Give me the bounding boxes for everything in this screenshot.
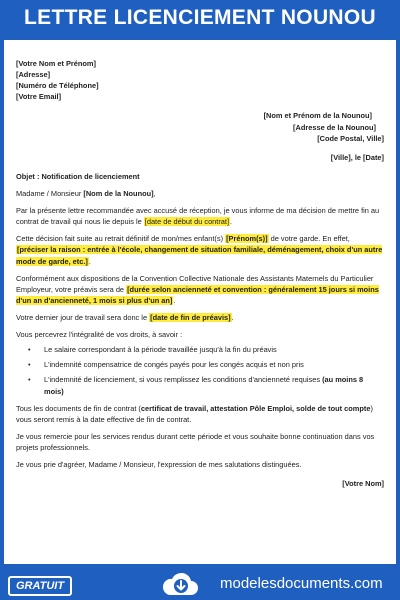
rights-list <box>16 344 384 396</box>
banner-title: LETTRE LICENCIEMENT NOUNOU <box>0 0 400 36</box>
list-item: • L'indemnité de licenciement, si vous remplissez les conditions d'ancienneté requises (au moins 8 mois) <box>44 374 384 396</box>
paragraph-5: Vous percevrez l'intégralité de vos droits, à savoir : <box>16 330 183 340</box>
paragraph-6: Tous les documents de fin de contrat (certificat de travail, attestation Pôle Emploi, solde de tout compte) vous seront remis à la date effective de fin de contrat. <box>16 403 373 424</box>
download-cloud-icon[interactable] <box>160 571 200 597</box>
recipient-city: [Code Postal, Ville] <box>317 133 384 143</box>
site-link[interactable]: modelesdocuments.com <box>220 575 383 592</box>
recipient-address: [Adresse de la Nounou] <box>293 122 376 132</box>
sender-email: [Votre Email] <box>16 92 62 102</box>
list-item: • Le salaire correspondant à la période travaillée jusqu'à la fin du préavis <box>44 344 384 355</box>
paragraph-3: Conformément aux dispositions de la Convention Collective Nationale des Assistants Maternels du Particulier Employeur, votre préavis sera de [durée selon ancienneté et convention : généralement 15 jours si moins d'un an d'ancienneté, 1 mois si plus d'un an]. <box>16 273 379 305</box>
sender-name: [Votre Nom et Prénom] <box>16 59 96 68</box>
paragraph-8: Je vous prie d'agréer, Madame / Monsieur, l'expression de mes salutations distinguées. <box>16 460 302 470</box>
highlight-notice-duration: [durée selon ancienneté et convention : généralement 15 jours si moins d'un an d'ancienneté, 1 mois si plus d'un an] <box>16 284 379 305</box>
paragraph-4: Votre dernier jour de travail sera donc le [date de fin de préavis]. <box>16 312 234 322</box>
sender-address: [Adresse] <box>16 70 51 80</box>
list-item: • L'indemnité compensatrice de congés payés pour les congés acquis et non pris <box>44 359 384 370</box>
paragraph-2: Cette décision fait suite au retrait définitif de mon/mes enfant(s) [Prénom(s)] de votre garde. En effet, [préciser la raison : entrée à l'école, changement de situation familiale, déménagement, choix d'un autre mode de garde, etc.]. <box>16 234 383 266</box>
signature: [Votre Nom] <box>342 479 384 489</box>
recipient-block <box>16 110 384 143</box>
highlight-end-date: [date de fin de préavis] <box>150 312 231 322</box>
paragraph-7: Je vous remercie pour les services rendus durant cette période et vous souhaite bonne continuation dans vos projets professionnels. <box>16 431 375 452</box>
subject-line: Objet : Notification de licenciement <box>16 171 140 181</box>
highlight-start-date: [date de début du contrat] <box>144 217 230 227</box>
sender-phone: [Numéro de Téléphone] <box>16 81 99 91</box>
greeting: Madame / Monsieur [Nom de la Nounou], <box>16 188 156 198</box>
free-badge: GRATUIT <box>8 576 72 596</box>
highlight-child-names: [Prénom(s)] <box>226 234 268 244</box>
paragraph-1: Par la présente lettre recommandée avec accusé de réception, je vous informe de ma décision de mettre fin au contrat de travail qui nous lie depuis le [date de début du contrat]. <box>16 206 380 227</box>
footer-bar <box>0 568 400 600</box>
date-line: [Ville], le [Date] <box>330 152 384 162</box>
sender-block <box>16 58 384 102</box>
highlight-reason: [préciser la raison : entrée à l'école, changement de situation familiale, déménagement, choix d'un autre mode de garde, etc.] <box>16 245 383 266</box>
letter-document <box>4 40 396 564</box>
recipient-name: [Nom et Prénom de la Nounou] <box>263 111 372 121</box>
